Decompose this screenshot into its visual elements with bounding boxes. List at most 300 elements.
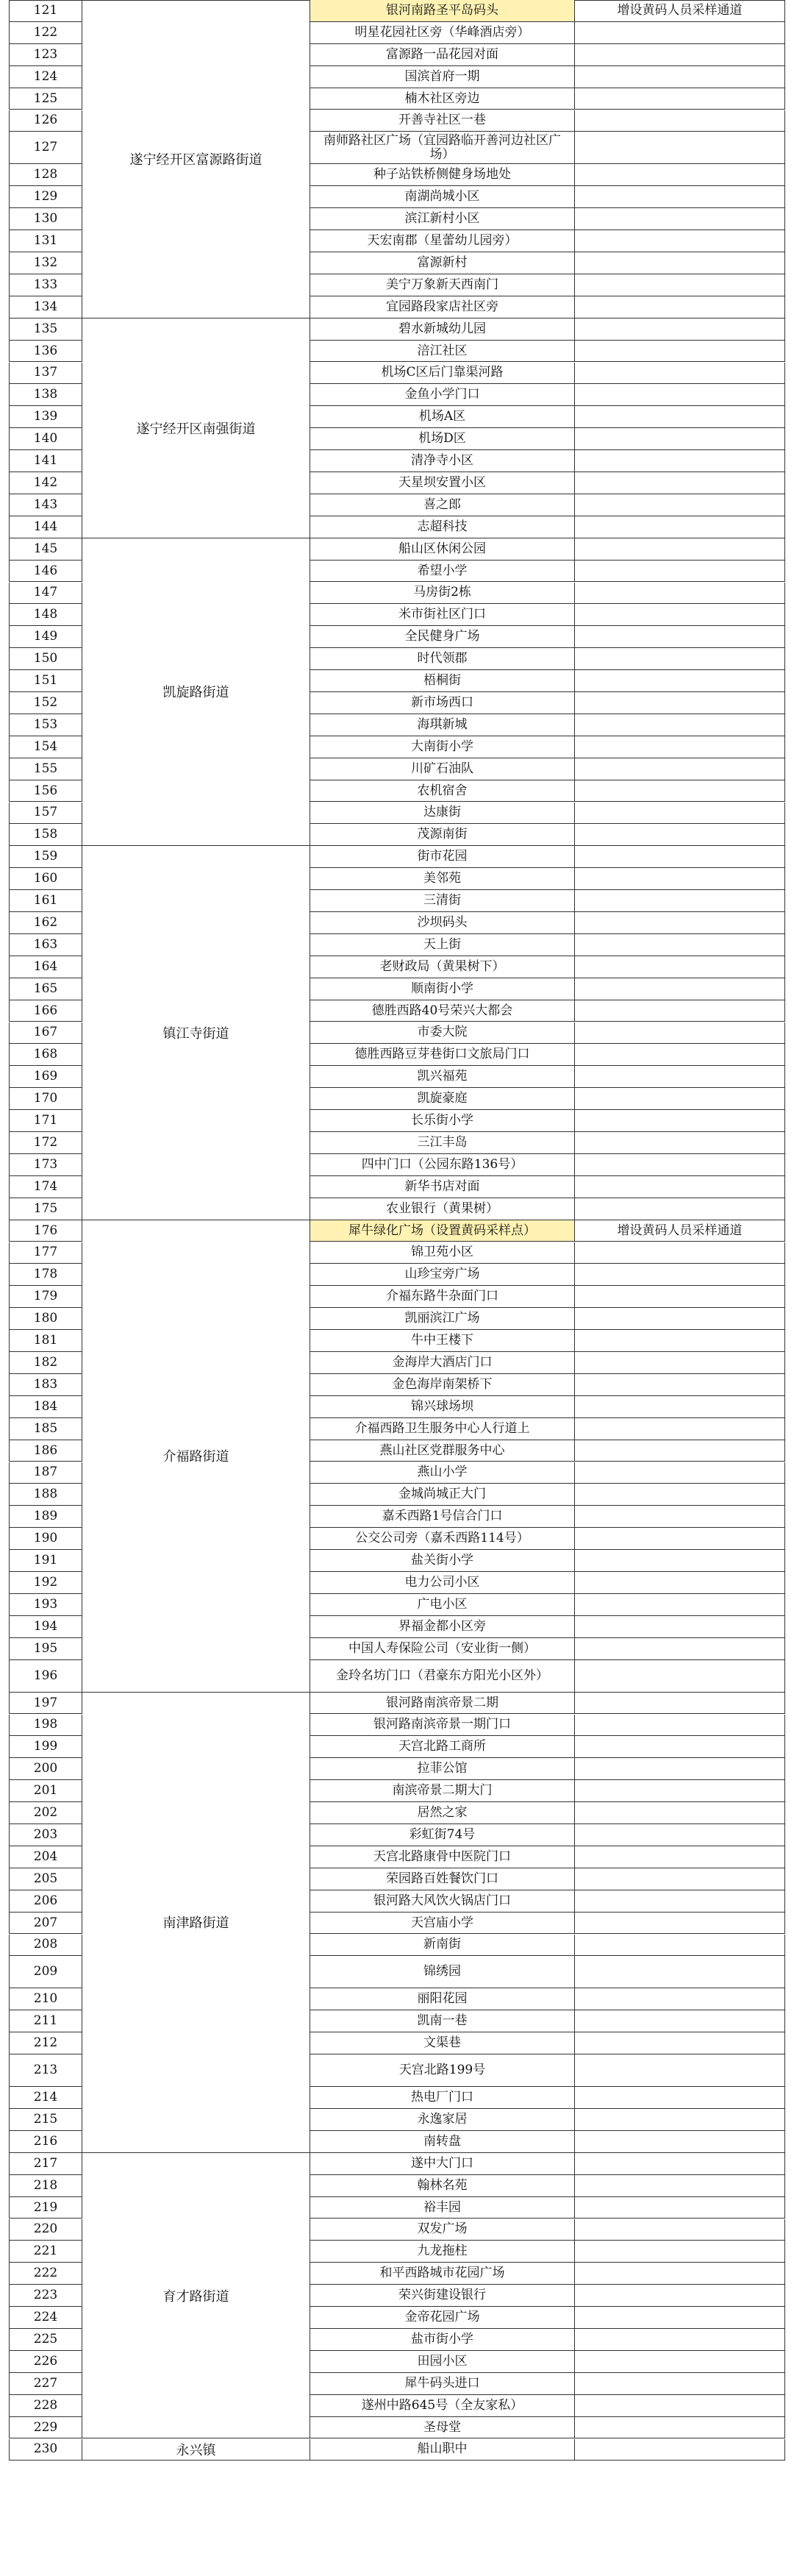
row-number: 158 — [9, 824, 82, 846]
row-number: 193 — [9, 1594, 82, 1616]
sampling-site-name: 银河路大风饮火锅店门口 — [310, 1890, 575, 1913]
row-number: 141 — [9, 450, 82, 472]
sampling-site-name: 美宁万象新天西南门 — [310, 274, 575, 296]
sampling-site-name: 天宏南郡（星蕾幼儿园旁） — [310, 230, 575, 252]
street-name-cell: 遂宁经开区富源路街道 — [82, 0, 310, 319]
row-number: 148 — [9, 604, 82, 626]
sampling-site-name: 德胜西路40号荣兴大都会 — [310, 1000, 575, 1022]
sampling-note: 增设黄码人员采样通道 — [575, 0, 785, 22]
sampling-note — [575, 1286, 785, 1308]
sampling-note — [575, 2241, 785, 2263]
row-number: 165 — [9, 978, 82, 1000]
row-number: 196 — [9, 1660, 82, 1693]
sampling-note — [575, 692, 785, 714]
row-number: 230 — [9, 2439, 82, 2461]
sampling-note — [575, 2175, 785, 2197]
row-number: 223 — [9, 2285, 82, 2307]
sampling-note — [575, 516, 785, 538]
sampling-site-name: 锦卫苑小区 — [310, 1242, 575, 1264]
sampling-note — [575, 2395, 785, 2417]
sampling-note — [575, 1418, 785, 1440]
sampling-site-name: 志超科技 — [310, 516, 575, 538]
street-name-cell: 凯旋路街道 — [82, 538, 310, 847]
sampling-site-name: 新南街 — [310, 1935, 575, 1957]
sampling-note — [575, 110, 785, 132]
sampling-note — [575, 494, 785, 516]
sampling-note — [575, 208, 785, 230]
sampling-note — [575, 1066, 785, 1088]
row-number: 199 — [9, 1736, 82, 1758]
sampling-site-name: 金海岸大酒店门口 — [310, 1352, 575, 1374]
row-number: 126 — [9, 110, 82, 132]
sampling-note — [575, 1242, 785, 1264]
sampling-site-name: 马房街2栋 — [310, 583, 575, 605]
sampling-site-name: 金帝花园广场 — [310, 2307, 575, 2329]
sampling-note — [575, 472, 785, 494]
sampling-site-name: 裕丰园 — [310, 2197, 575, 2219]
row-number: 163 — [9, 934, 82, 956]
sampling-note — [575, 803, 785, 825]
sampling-note — [575, 846, 785, 868]
sampling-site-name: 农机宿舍 — [310, 780, 575, 803]
row-number: 161 — [9, 890, 82, 912]
row-number: 187 — [9, 1462, 82, 1484]
sampling-note — [575, 868, 785, 890]
sampling-site-name: 川矿石油队 — [310, 758, 575, 780]
row-number: 216 — [9, 2131, 82, 2153]
row-number: 139 — [9, 406, 82, 428]
sampling-site-name: 九龙拖柱 — [310, 2241, 575, 2263]
row-number: 181 — [9, 1330, 82, 1352]
sampling-note — [575, 1396, 785, 1418]
sampling-note — [575, 1374, 785, 1396]
sampling-site-name: 明星花园社区旁（华峰酒店旁） — [310, 22, 575, 44]
sampling-site-name: 荣园路百姓餐饮门口 — [310, 1868, 575, 1890]
sampling-site-name: 圣母堂 — [310, 2417, 575, 2439]
row-number: 201 — [9, 1780, 82, 1802]
sampling-note — [575, 2109, 785, 2131]
sampling-site-name: 山珍宝旁广场 — [310, 1264, 575, 1286]
sampling-site-name: 长乐街小学 — [310, 1110, 575, 1132]
row-number: 170 — [9, 1088, 82, 1110]
sampling-note — [575, 1440, 785, 1462]
sampling-note — [575, 1088, 785, 1110]
sampling-site-name: 天星坝安置小区 — [310, 472, 575, 494]
sampling-site-name: 南转盘 — [310, 2131, 575, 2153]
sampling-site-name: 街市花园 — [310, 846, 575, 868]
row-number: 185 — [9, 1418, 82, 1440]
sampling-note — [575, 2329, 785, 2351]
row-number: 156 — [9, 780, 82, 803]
sampling-site-name: 盐市街小学 — [310, 2329, 575, 2351]
sampling-note — [575, 230, 785, 252]
sampling-site-name: 老财政局（黄果树下） — [310, 956, 575, 978]
sampling-note — [575, 561, 785, 583]
sampling-site-name: 公交公司旁（嘉禾西路114号） — [310, 1528, 575, 1550]
sampling-site-name: 凯兴福苑 — [310, 1066, 575, 1088]
sampling-note — [575, 2032, 785, 2054]
row-number: 150 — [9, 648, 82, 670]
sampling-note — [575, 22, 785, 44]
row-number: 177 — [9, 1242, 82, 1264]
sampling-site-name: 机场D区 — [310, 428, 575, 450]
sampling-site-name: 开善寺社区一巷 — [310, 110, 575, 132]
sampling-note — [575, 1572, 785, 1594]
sampling-site-name: 永逸家居 — [310, 2109, 575, 2131]
sampling-site-name: 天宫北路工商所 — [310, 1736, 575, 1758]
row-number: 186 — [9, 1440, 82, 1462]
sampling-site-name: 热电厂门口 — [310, 2087, 575, 2109]
sampling-site-name: 清净寺小区 — [310, 450, 575, 472]
row-number: 210 — [9, 1988, 82, 2010]
sampling-note — [575, 1846, 785, 1868]
sampling-site-table — [9, 0, 785, 2576]
sampling-note — [575, 164, 785, 186]
row-number: 229 — [9, 2417, 82, 2439]
sampling-note — [575, 252, 785, 274]
row-number: 128 — [9, 164, 82, 186]
sampling-site-name: 达康街 — [310, 803, 575, 825]
sampling-site-name: 时代领郡 — [310, 648, 575, 670]
sampling-site-name: 南师路社区广场（宜园路临开善河边社区广场） — [310, 132, 575, 164]
sampling-site-name: 米市街社区门口 — [310, 604, 575, 626]
row-number: 221 — [9, 2241, 82, 2263]
row-number: 137 — [9, 363, 82, 385]
row-number: 143 — [9, 494, 82, 516]
sampling-note — [575, 736, 785, 758]
row-number: 179 — [9, 1286, 82, 1308]
sampling-note — [575, 1802, 785, 1824]
row-number: 160 — [9, 868, 82, 890]
row-number: 145 — [9, 538, 82, 561]
sampling-site-name: 牛中王楼下 — [310, 1330, 575, 1352]
sampling-note — [575, 2131, 785, 2153]
sampling-site-name: 机场A区 — [310, 406, 575, 428]
sampling-note — [575, 1000, 785, 1022]
sampling-site-name: 和平西路城市花园广场 — [310, 2263, 575, 2285]
sampling-site-name: 遂州中路645号（全友家私） — [310, 2395, 575, 2417]
row-number: 171 — [9, 1110, 82, 1132]
sampling-note — [575, 66, 785, 88]
street-name-cell: 介福路街道 — [82, 1220, 310, 1693]
sampling-site-name: 楠木社区旁边 — [310, 88, 575, 110]
row-number: 212 — [9, 2032, 82, 2054]
street-name-cell: 育才路街道 — [82, 2153, 310, 2439]
row-number: 213 — [9, 2054, 82, 2087]
row-number: 146 — [9, 561, 82, 583]
row-number: 225 — [9, 2329, 82, 2351]
row-number: 173 — [9, 1154, 82, 1176]
row-number: 144 — [9, 516, 82, 538]
row-number: 205 — [9, 1868, 82, 1890]
row-number: 134 — [9, 296, 82, 319]
sampling-note — [575, 296, 785, 319]
sampling-note — [575, 2307, 785, 2329]
sampling-note: 增设黄码人员采样通道 — [575, 1220, 785, 1242]
row-number: 190 — [9, 1528, 82, 1550]
sampling-site-name: 宜园路段家店社区旁 — [310, 296, 575, 319]
sampling-note — [575, 1022, 785, 1045]
sampling-site-name: 文渠巷 — [310, 2032, 575, 2054]
row-number: 178 — [9, 1264, 82, 1286]
sampling-site-name: 广电小区 — [310, 1594, 575, 1616]
row-number: 149 — [9, 626, 82, 648]
sampling-site-name: 犀牛绿化广场（设置黄码采样点） — [310, 1220, 575, 1242]
sampling-note — [575, 1198, 785, 1220]
sampling-site-name: 金色海岸南架桥下 — [310, 1374, 575, 1396]
row-number: 155 — [9, 758, 82, 780]
sampling-note — [575, 604, 785, 626]
row-number: 122 — [9, 22, 82, 44]
row-number: 220 — [9, 2219, 82, 2241]
sampling-site-name: 大南街小学 — [310, 736, 575, 758]
sampling-note — [575, 1956, 785, 1988]
sampling-site-name: 中国人寿保险公司（安业街一侧） — [310, 1638, 575, 1660]
row-number: 180 — [9, 1308, 82, 1330]
row-number: 169 — [9, 1066, 82, 1088]
sampling-site-name: 希望小学 — [310, 561, 575, 583]
row-number: 184 — [9, 1396, 82, 1418]
sampling-note — [575, 1594, 785, 1616]
row-number: 136 — [9, 341, 82, 363]
row-number: 140 — [9, 428, 82, 450]
sampling-note — [575, 1715, 785, 1737]
sampling-site-name: 界福金都小区旁 — [310, 1616, 575, 1638]
row-number: 133 — [9, 274, 82, 296]
sampling-note — [575, 1132, 785, 1154]
sampling-note — [575, 1330, 785, 1352]
sampling-site-name: 介福东路牛杂面门口 — [310, 1286, 575, 1308]
row-number: 209 — [9, 1956, 82, 1988]
row-number: 138 — [9, 384, 82, 406]
row-number: 131 — [9, 230, 82, 252]
sampling-note — [575, 1308, 785, 1330]
sampling-note — [575, 2351, 785, 2373]
sampling-site-name: 全民健身广场 — [310, 626, 575, 648]
sampling-site-name: 天宫北路199号 — [310, 2054, 575, 2087]
sampling-site-name: 南滨帝景二期大门 — [310, 1780, 575, 1802]
row-number: 164 — [9, 956, 82, 978]
row-number: 197 — [9, 1693, 82, 1715]
sampling-note — [575, 1988, 785, 2010]
sampling-note — [575, 1484, 785, 1506]
sampling-site-name: 银河南路圣平岛码头 — [310, 0, 575, 22]
sampling-note — [575, 2439, 785, 2461]
sampling-note — [575, 714, 785, 736]
sampling-note — [575, 780, 785, 803]
sampling-note — [575, 2153, 785, 2175]
sampling-site-name: 凯旋豪庭 — [310, 1088, 575, 1110]
row-number: 188 — [9, 1484, 82, 1506]
sampling-site-name: 燕山小学 — [310, 1462, 575, 1484]
sampling-site-name: 居然之家 — [310, 1802, 575, 1824]
sampling-site-name: 新华书店对面 — [310, 1176, 575, 1198]
sampling-note — [575, 2263, 785, 2285]
sampling-site-name: 银河路南滨帝景一期门口 — [310, 1715, 575, 1737]
sampling-site-name: 碧水新城幼儿园 — [310, 319, 575, 341]
sampling-site-name: 田园小区 — [310, 2351, 575, 2373]
street-name-cell: 镇江寺街道 — [82, 846, 310, 1220]
row-number: 123 — [9, 44, 82, 66]
row-number: 166 — [9, 1000, 82, 1022]
row-number: 157 — [9, 803, 82, 825]
row-number: 189 — [9, 1506, 82, 1528]
row-number: 153 — [9, 714, 82, 736]
row-number: 214 — [9, 2087, 82, 2109]
row-number: 152 — [9, 692, 82, 714]
row-number: 215 — [9, 2109, 82, 2131]
row-number: 135 — [9, 319, 82, 341]
sampling-note — [575, 1868, 785, 1890]
sampling-note — [575, 186, 785, 208]
sampling-site-name: 丽阳花园 — [310, 1988, 575, 2010]
sampling-note — [575, 626, 785, 648]
sampling-site-name: 彩虹街74号 — [310, 1824, 575, 1846]
row-number: 147 — [9, 583, 82, 605]
row-number: 129 — [9, 186, 82, 208]
sampling-site-name: 双发广场 — [310, 2219, 575, 2241]
sampling-site-name: 南湖尚城小区 — [310, 186, 575, 208]
sampling-site-name: 顺南街小学 — [310, 978, 575, 1000]
sampling-site-name: 德胜西路豆芽巷街口文旅局门口 — [310, 1044, 575, 1066]
sampling-note — [575, 1890, 785, 1913]
sampling-note — [575, 1780, 785, 1802]
sampling-site-name: 翰林名苑 — [310, 2175, 575, 2197]
row-number: 217 — [9, 2153, 82, 2175]
sampling-site-name: 拉菲公馆 — [310, 1758, 575, 1780]
row-number: 222 — [9, 2263, 82, 2285]
sampling-site-name: 喜之郎 — [310, 494, 575, 516]
sampling-note — [575, 890, 785, 912]
sampling-note — [575, 978, 785, 1000]
sampling-site-name: 富源路一品花园对面 — [310, 44, 575, 66]
row-number: 159 — [9, 846, 82, 868]
sampling-note — [575, 583, 785, 605]
row-number: 151 — [9, 670, 82, 692]
sampling-site-name: 凯南一巷 — [310, 2010, 575, 2032]
row-number: 154 — [9, 736, 82, 758]
sampling-note — [575, 1758, 785, 1780]
row-number: 162 — [9, 912, 82, 934]
sampling-site-name: 富源新村 — [310, 252, 575, 274]
sampling-note — [575, 1352, 785, 1374]
row-number: 127 — [9, 132, 82, 164]
row-number: 125 — [9, 88, 82, 110]
row-number: 130 — [9, 208, 82, 230]
street-name-cell: 遂宁经开区南强街道 — [82, 319, 310, 538]
sampling-note — [575, 1693, 785, 1715]
sampling-note — [575, 1736, 785, 1758]
sampling-site-name: 船山职中 — [310, 2439, 575, 2461]
sampling-site-name: 机场C区后门靠渠河路 — [310, 363, 575, 385]
sampling-note — [575, 758, 785, 780]
sampling-site-name: 燕山社区党群服务中心 — [310, 1440, 575, 1462]
sampling-site-name: 市委大院 — [310, 1022, 575, 1045]
row-number: 132 — [9, 252, 82, 274]
sampling-note — [575, 406, 785, 428]
row-number: 192 — [9, 1572, 82, 1594]
sampling-note — [575, 1528, 785, 1550]
sampling-note — [575, 1154, 785, 1176]
row-number: 167 — [9, 1022, 82, 1045]
sampling-site-name: 四中门口（公园东路136号） — [310, 1154, 575, 1176]
sampling-site-name: 三江丰岛 — [310, 1132, 575, 1154]
sampling-note — [575, 274, 785, 296]
sampling-note — [575, 1044, 785, 1066]
row-number: 224 — [9, 2307, 82, 2329]
sampling-note — [575, 428, 785, 450]
sampling-note — [575, 450, 785, 472]
sampling-note — [575, 2219, 785, 2241]
row-number: 203 — [9, 1824, 82, 1846]
sampling-site-name: 天上街 — [310, 934, 575, 956]
sampling-note — [575, 384, 785, 406]
row-number: 195 — [9, 1638, 82, 1660]
sampling-site-name: 嘉禾西路1号信合门口 — [310, 1506, 575, 1528]
row-number: 172 — [9, 1132, 82, 1154]
sampling-note — [575, 44, 785, 66]
row-number: 226 — [9, 2351, 82, 2373]
sampling-site-name: 梧桐街 — [310, 670, 575, 692]
sampling-note — [575, 1660, 785, 1693]
sampling-note — [575, 341, 785, 363]
sampling-note — [575, 1638, 785, 1660]
sampling-site-name: 荣兴街建设银行 — [310, 2285, 575, 2307]
sampling-site-name: 介福西路卫生服务中心人行道上 — [310, 1418, 575, 1440]
sampling-note — [575, 1176, 785, 1198]
row-number: 194 — [9, 1616, 82, 1638]
sampling-note — [575, 824, 785, 846]
sampling-site-name: 滨江新村小区 — [310, 208, 575, 230]
sampling-note — [575, 934, 785, 956]
sampling-site-name: 种子站铁桥侧健身场地处 — [310, 164, 575, 186]
sampling-site-name: 海琪新城 — [310, 714, 575, 736]
sampling-site-name: 涪江社区 — [310, 341, 575, 363]
sampling-note — [575, 1110, 785, 1132]
sampling-note — [575, 319, 785, 341]
row-number: 174 — [9, 1176, 82, 1198]
row-number: 219 — [9, 2197, 82, 2219]
row-number: 142 — [9, 472, 82, 494]
sampling-note — [575, 1935, 785, 1957]
row-number: 198 — [9, 1715, 82, 1737]
sampling-site-name: 电力公司小区 — [310, 1572, 575, 1594]
sampling-site-name: 盐关街小学 — [310, 1550, 575, 1572]
sampling-note — [575, 363, 785, 385]
sampling-note — [575, 1824, 785, 1846]
sampling-site-name: 沙坝码头 — [310, 912, 575, 934]
sampling-note — [575, 1264, 785, 1286]
sampling-note — [575, 2054, 785, 2087]
sampling-site-name: 银河路南滨帝景二期 — [310, 1693, 575, 1715]
row-number: 124 — [9, 66, 82, 88]
sampling-note — [575, 1913, 785, 1935]
row-number: 182 — [9, 1352, 82, 1374]
sampling-site-name: 金玲名坊门口（君豪东方阳光小区外） — [310, 1660, 575, 1693]
street-name-cell: 永兴镇 — [82, 2439, 310, 2461]
sampling-note — [575, 2087, 785, 2109]
sampling-note — [575, 132, 785, 164]
row-number: 191 — [9, 1550, 82, 1572]
sampling-site-name: 船山区休闲公园 — [310, 538, 575, 561]
sampling-note — [575, 912, 785, 934]
sampling-note — [575, 2417, 785, 2439]
sampling-site-name: 金城尚城正大门 — [310, 1484, 575, 1506]
sampling-note — [575, 2197, 785, 2219]
row-number: 176 — [9, 1220, 82, 1242]
sampling-note — [575, 670, 785, 692]
sampling-site-name: 天宫庙小学 — [310, 1913, 575, 1935]
